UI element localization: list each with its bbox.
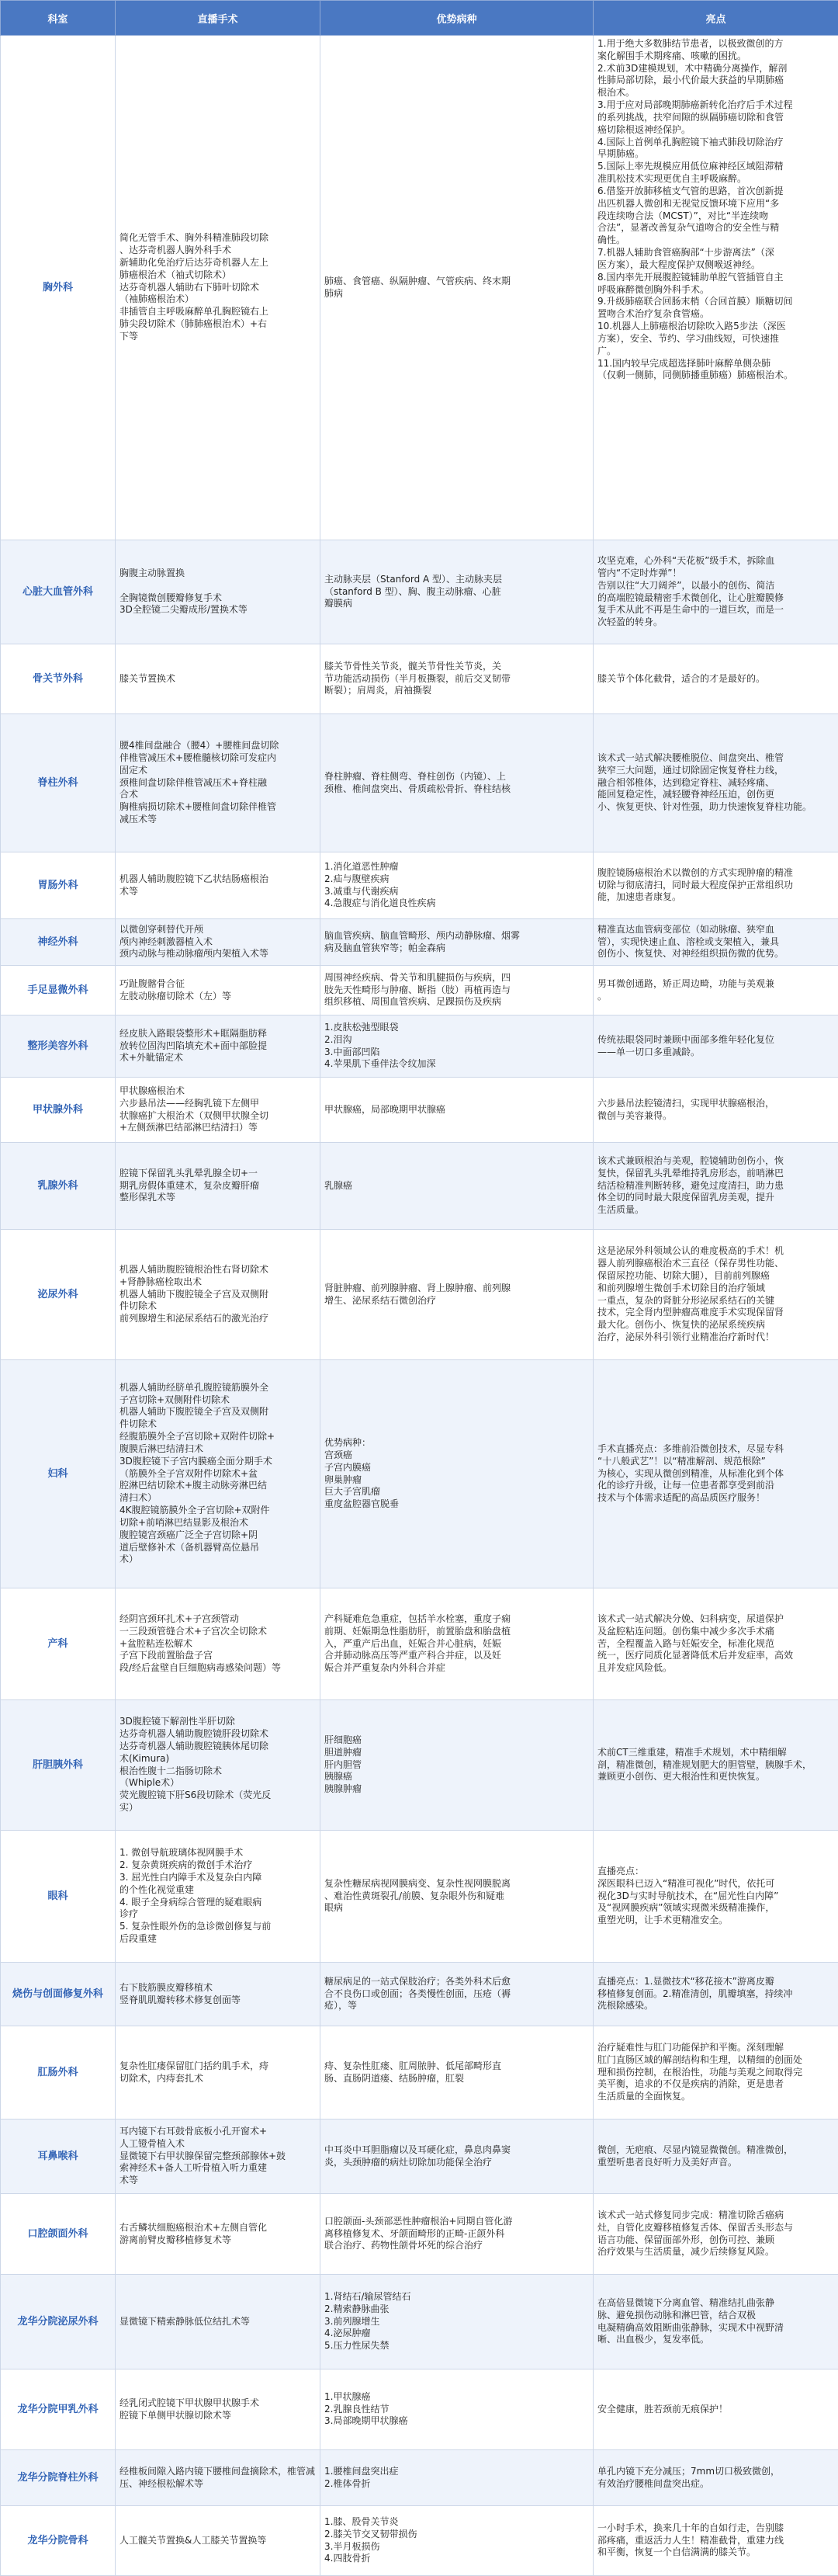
highlight-cell: 治疗疑难性与肛门功能保护和平衡。深刻理解 肛门直肠区域的解剖结构和生理，以精细的创面处 理和损伤控制，在根治性，功能与美观之间取得完 美平衡，追求的不仅是疾病的消除，更是患者 生活质量的全面恢复。 [594, 2026, 838, 2119]
dept-cell: 耳鼻喉科 [1, 2119, 116, 2194]
highlight-cell: 安全健康，胜若颈前无痕保护！ [594, 2369, 838, 2450]
table-header [1, 1, 838, 36]
disease-cell: 1.皮肤松弛型眼袋 2.泪沟 3.中面部凹陷 4.苹果肌下垂伴法令纹加深 [320, 1015, 594, 1078]
disease-cell: 甲状腺癌，局部晚期甲状腺癌 [320, 1078, 594, 1143]
dept-cell: 泌尿外科 [1, 1230, 116, 1360]
table-row [1, 2026, 838, 2119]
surgery-cell: 膝关节置换术 [116, 644, 320, 714]
table-row [1, 1700, 838, 1831]
dept-cell: 神经外科 [1, 919, 116, 966]
header-dept: 科室 [1, 1, 116, 36]
disease-cell: 1.膝、股骨关节炎 2.膝关节交叉韧带损伤 3.半月板损伤 4.四肢骨折 [320, 2506, 594, 2576]
table-row [1, 540, 838, 644]
surgery-cell: 人工髋关节置换&人工膝关节置换等 [116, 2506, 320, 2576]
disease-cell: 1.腰椎间盘突出症 2.椎体骨折 [320, 2450, 594, 2506]
surgery-cell: 经阴宫颈环扎术+子宫颈管动 一三段颈管缝合术+子宫次全切除术 +盆腔粘连松解术 子宫下段前置胎盘子宫 段/经后盆壁自巨细胞病毒感染问题）等 [116, 1588, 320, 1700]
table-row [1, 852, 838, 919]
highlight-cell: 1.用于绝大多数肺结节患者，以极致微创的方 案化解围手术期疼痛、咳嗽的困扰。 2.术前3D建模规划，术中精确分离操作，解剖 性肺局部切除，最小代价最大获益的早期肺癌 根治术。 3.用于应对局部晚期肺癌新转化治疗后手术过程 的系列挑战，扶窄间隙的纵隔肺癌切除和食管 癌切除根返神经保护。 4.国际上首例单孔胸腔镜下袖式肺段切除治疗 早期肺癌。 5.国际上率先规模应用低位麻神经区域阻滞精 准肌松技术实现更优自主呼吸麻醉。 6.借鉴开放肺移植支气管的思路，首次创新提 出匹机器人微创和无视觉反馈环境下应用“多 段连续吻合法（MCST）”，对比“半连续吻 合法”，显著改善复杂气道吻合的安全性与精 确性。 7.机器人辅助食管癌胸部“十步游离法”（深 医方案），最大程度保护双侧喉返神经。 8.国内率先开展腹腔镜辅助单腔气管插管自主 呼吸麻醉微创胸外科手术。 9.升级肺癌联合回肠末梢（合回首膜）顺糖切间 置吻合术治疗复杂食管癌。 10.机器人上肺癌根治切除吹入路5步法（深医 方案），安全、节约、学习曲线短，可快速推 广。 11.国内较早完成超选择肺叶麻醉单侧杂肺 （仅剩一侧肺，同侧肺播重肺癌）肺癌根治术。 [594, 36, 838, 540]
table-row [1, 1015, 838, 1078]
disease-cell: 脑血管疾病、脑血管畸形、颅内动静脉瘤、烟雾 病及脑血管狭窄等；帕金森病 [320, 919, 594, 966]
highlight-cell: 手术直播亮点：多维前沿微创技术，尽显专科 “十八般武艺”！以“精准解剖、规范根除” 为核心，实现从微创到精准，从标准化到个体 化的诊疗升级，让每一位患者都享受到前沿 技术与个体需求适配的高品质医疗服务！ [594, 1360, 838, 1588]
disease-cell: 脊柱肿瘤、脊柱侧弯、脊柱创伤（内镜）、上 颈椎、椎间盘突出、骨质疏松骨折、脊柱结核 [320, 714, 594, 852]
surgery-cell: 巧趾腹髂骨合征 左肢动脉瘤切除术（左）等 [116, 966, 320, 1015]
dept-cell: 乳腺外科 [1, 1143, 116, 1230]
table-row [1, 1360, 838, 1588]
surgery-cell: 胸腹主动脉置换 全胸镜微创腰瓣修复手术 3D全腔镜二尖瓣成形/置换术等 [116, 540, 320, 644]
header-disease: 优势病种 [320, 1, 594, 36]
highlight-cell: 微创，无疤痕、尽显内镜显微微创。精准微创， 重塑听患者良好听力及美好声音。 [594, 2119, 838, 2194]
table-row [1, 1230, 838, 1360]
dept-cell: 手足显微外科 [1, 966, 116, 1015]
header-highlight: 亮点 [594, 1, 838, 36]
surgery-cell: 机器人辅助腹腔镜根治性右肾切除术 +肾静脉癌栓取出术 机器人辅助下腹腔镜全子宫及双侧附 件切除术 前列腺增生和泌尿系结石的激光治疗 [116, 1230, 320, 1360]
highlight-cell: 男耳微创通路，矫正周边畸，功能与美观兼 。 [594, 966, 838, 1015]
highlight-cell: 传统祛眼袋同时兼顾中面部多维年轻化复位 ——单一切口多重减龄。 [594, 1015, 838, 1078]
disease-cell: 乳腺癌 [320, 1143, 594, 1230]
disease-cell: 产科疑难危急重症，包括羊水栓塞，重度子痫 前期、妊娠期急性脂肪肝，前置胎盘和胎盘植 入，严重产后出血，妊娠合并心脏病，妊娠 合并肺动脉高压等严重产科合并症，以及妊 娠合并严重复杂内外科合并症 [320, 1588, 594, 1700]
highlight-cell: 腹腔镜肠癌根治术以微创的方式实现肿瘤的精准 切除与彻底清扫，同时最大程度保护正常组织功 能，加速患者康复。 [594, 852, 838, 919]
highlight-cell: 这是泌尿外科领域公认的难度极高的手术！机 器人前列腺癌根治术三直径（保存男性功能、 保留尿控功能、切除大腿），目前前列腺癌 和前列腺增生微创手术切除目的治疗领域 一重点，复杂的肾脏分形泌尿系结石的关键 技术，完全肾内型肿瘤高难度手术实现保留肾 最大化。创伤小、恢复快的泌尿系统疾病 治疗，泌尿外科引领行业精准治疗新时代！ [594, 1230, 838, 1360]
dept-cell: 甲状腺外科 [1, 1078, 116, 1143]
disease-cell: 优势病种： 宫颈癌 子宫内膜癌 卵巢肿瘤 巨大子宫肌瘤 重度盆腔器官脱垂 [320, 1360, 594, 1588]
disease-cell: 复杂性糖尿病视网膜病变、复杂性视网膜脱离 、难治性黄斑裂孔/前膜、复杂眼外伤和疑难 眼病 [320, 1831, 594, 1963]
dept-cell: 口腔颌面外科 [1, 2194, 116, 2275]
dept-cell: 龙华分院甲乳外科 [1, 2369, 116, 2450]
table-row [1, 2119, 838, 2194]
dept-cell: 眼科 [1, 1831, 116, 1963]
table-row [1, 2194, 838, 2275]
highlight-cell: 该术式一站式修复同步完成：精准切除舌癌病 灶，自管化皮瓣移植修复舌体、保留舌头形态与 语言功能、保留面部外形，创伤可控、兼顾 治疗效果与生活质量，减少后续修复风险。 [594, 2194, 838, 2275]
surgery-cell: 甲状腺癌根治术 六步悬吊法——经胸乳镜下左侧甲 状腺癌扩大根治术（双侧甲状腺全切 +左侧颈淋巴结部淋巴结清扫）等 [116, 1078, 320, 1143]
disease-cell: 肺癌、食管癌、纵隔肿瘤、气管疾病、终末期 肺病 [320, 36, 594, 540]
disease-cell: 口腔颌面-头颈部恶性肿瘤根治+同期自管化游 离移植修复术、牙颌面畸形的正畸-正颌外科 联合治疗、药物性颌骨坏死的综合治疗 [320, 2194, 594, 2275]
table-row [1, 2369, 838, 2450]
disease-cell: 肾脏肿瘤、前列腺肿瘤、肾上腺肿瘤、前列腺 增生、泌尿系结石微创治疗 [320, 1230, 594, 1360]
table-row [1, 1143, 838, 1230]
disease-cell: 1.肾结石/输尿管结石 2.精索静脉曲张 3.前列腺增生 4.泌尿肿瘤 5.压力性尿失禁 [320, 2275, 594, 2369]
surgery-cell: 显微镜下精索静脉低位结扎术等 [116, 2275, 320, 2369]
highlight-cell: 单孔内镜下充分减压；7mm切口极致微创， 有效治疗腰椎间盘突出症。 [594, 2450, 838, 2506]
dept-cell: 骨关节外科 [1, 644, 116, 714]
surgery-cell: 腔镜下保留乳头乳晕乳腺全切+一 期乳房假体重建术，复杂皮瓣肝瘤 整形保乳术等 [116, 1143, 320, 1230]
surgery-cell: 3D腹腔镜下解剖性半肝切除 达芬奇机器人辅助腹腔镜肝段切除术 达芬奇机器人辅助腹腔镜胰体尾切除 术(Kimura) 根治性腹十二指肠切除术 （Whiple术） 荧光腹腔镜下肝S6段切除术（荧光反 实） [116, 1700, 320, 1831]
table-row [1, 1963, 838, 2026]
disease-cell: 1.消化道恶性肿瘤 2.疝与腹壁疾病 3.减重与代谢疾病 4.急腹症与消化道良性疾病 [320, 852, 594, 919]
surgery-cell: 经皮肤入路眼袋整形术+眶隔脂肪释 放转位固沟凹陷填充术+面中部脸提 术+外眦锚定术 [116, 1015, 320, 1078]
dept-cell: 龙华分院骨科 [1, 2506, 116, 2576]
disease-cell: 1.甲状腺癌 2.乳腺良性结节 3.局部晚期甲状腺癌 [320, 2369, 594, 2450]
table-row [1, 714, 838, 852]
disease-cell: 主动脉夹层（Stanford A 型）、主动脉夹层 （stanford B 型）、胸、腹主动脉瘤、心脏 瓣膜病 [320, 540, 594, 644]
surgery-cell: 以微创穿刺替代开颅 颅内神经刺激器植入术 颈内动脉与椎动脉瘤颅内架植入术等 [116, 919, 320, 966]
highlight-cell: 一小时手术，换来几十年的自如行走，告别膝 部疼痛，重返活力人生！精准截骨，重建力线 和平衡，恢复一个自信满满的膝关节。 [594, 2506, 838, 2576]
highlight-cell: 直播亮点： 深医眼科已迈入“精准可视化”时代，依托可 视化3D与实时导航技术，在“屈光性白内障” 及“视网膜疾病”领域实现微米级精准操作， 重塑光明，让手术更精准安全。 [594, 1831, 838, 1963]
surgery-cell: 简化无管手术、胸外科精准肺段切除 、达芬奇机器人胸外科手术 新辅助化免治疗后达芬奇机器人左上 肺癌根治术（袖式切除术） 达芬奇机器人辅助右下肺叶切除术 （袖肺癌根治术） 非插管自主呼吸麻醉单孔胸腔镜右上 肺尖段切除术（肺肺癌根治术）+右 下等 [116, 36, 320, 540]
disease-cell: 痔、复杂性肛瘘、肛周脓肿、低尾部畸形直 肠、直肠阴道瘘、结肠肿瘤，肛裂 [320, 2026, 594, 2119]
highlight-cell: 该术式一站式解决腰椎脱位、间盘突出、椎管 狭窄三大问题，通过切除固定恢复脊柱力线， 融合相邻椎体，达到稳定脊柱、减轻疼痛、 能回复稳定性，减轻腰脊神经压迫，创伤更 小、恢复更快、针对性强，助力快速恢复脊柱功能。 [594, 714, 838, 852]
highlight-cell: 膝关节个体化截骨，适合的才是最好的。 [594, 644, 838, 714]
surgery-cell: 腰4椎间盘融合（腰4）+腰椎间盘切除 伴椎管减压术+腰椎髓核切除可发症内 固定术 颈椎间盘切除伴椎管减压术+脊柱融 合术 胸椎病损切除术+腰椎间盘切除伴椎管 减压术等 [116, 714, 320, 852]
disease-cell: 糖尿病足的一站式保肢治疗；各类外科术后愈 合不良伤口或创面；各类慢性创面，压疮（褥 疮），等 [320, 1963, 594, 2026]
table-row [1, 2506, 838, 2576]
table-row [1, 919, 838, 966]
highlight-cell: 直播亮点：1.显微技术“移花接木”游离皮瓣 移植修复创面。2.精准清创，肌瓣填塞，持续冲 洗根除感染。 [594, 1963, 838, 2026]
dept-cell: 产科 [1, 1588, 116, 1700]
surgery-cell: 右舌鳞状细胞癌根治术+左侧自管化 游离前臂皮瓣移植修复术等 [116, 2194, 320, 2275]
table-row [1, 1831, 838, 1963]
highlight-cell: 术前CT三维重建，精准手术规划，术中精细解 剖，精准微创，精准规划肥大的胆管壁，胰腺手术， 兼顾更小创伤、更大根治性和更快恢复。 [594, 1700, 838, 1831]
surgery-cell: 耳内镜下右耳鼓骨底板小孔开窗术+ 人工镫骨植入术 显微镜下右甲状腺保留完整颈部腺体+鼓 索神经术+备人工听骨植入听力重建 术等 [116, 2119, 320, 2194]
dept-cell: 胃肠外科 [1, 852, 116, 919]
dept-cell: 肛肠外科 [1, 2026, 116, 2119]
dept-cell: 肝胆胰外科 [1, 1700, 116, 1831]
table-row [1, 966, 838, 1015]
dept-cell: 整形美容外科 [1, 1015, 116, 1078]
surgery-cell: 经椎板间隙入路内镜下腰椎间盘摘除术，椎管减压、神经根松解术等 [116, 2450, 320, 2506]
disease-cell: 肝细胞癌 胆道肿瘤 肝内胆管 胰腺癌 胰腺肿瘤 [320, 1700, 594, 1831]
disease-cell: 膝关节骨性关节炎，髋关节骨性关节炎，关 节功能活动损伤（半月板撕裂，前后交叉韧带 断裂）；肩周炎，肩袖撕裂 [320, 644, 594, 714]
surgery-cell: 复杂性肛瘘保留肛门括约肌手术，痔 切除术，内痔套扎术 [116, 2026, 320, 2119]
dept-cell: 胸外科 [1, 36, 116, 540]
dept-cell: 脊柱外科 [1, 714, 116, 852]
table-row [1, 1078, 838, 1143]
surgery-cell: 1. 微创导航玻璃体视网膜手术 2. 复杂黄斑疾病的微创手术治疗 3. 屈光性白内障手术及复杂白内障 的个性化视觉重建 4. 眼子全身病综合管理的疑难眼病 诊疗 5. 复杂性眼外伤的急诊微创修复与前 后段重建 [116, 1831, 320, 1963]
dept-cell: 烧伤与创面修复外科 [1, 1963, 116, 2026]
table-row [1, 2275, 838, 2369]
table-row [1, 2450, 838, 2506]
disease-cell: 中耳炎中耳胆脂瘤以及耳硬化症，鼻息肉鼻窦 炎，头颈肿瘤的病灶切除加功能保全治疗 [320, 2119, 594, 2194]
dept-cell: 妇科 [1, 1360, 116, 1588]
surgery-cell: 经乳闭式腔镜下甲状腺甲状腺手术 腔镜下单侧甲状腺切除术等 [116, 2369, 320, 2450]
highlight-cell: 精准直达血管病变部位（如动脉瘤、狭窄血 管），实现快速止血、溶栓或支架植入，兼具 创伤小、恢复快、对神经组织损伤微的优势。 [594, 919, 838, 966]
surgery-cell: 机器人辅助腹腔镜下乙状结肠癌根治 术等 [116, 852, 320, 919]
dept-cell: 龙华分院泌尿外科 [1, 2275, 116, 2369]
highlight-cell: 六步悬吊法腔镜清扫，实现甲状腺癌根治， 微创与美容兼得。 [594, 1078, 838, 1143]
header-surgery: 直播手术 [116, 1, 320, 36]
surgery-cell: 右下肢筋膜皮瓣移植术 竖脊肌肌瓣转移术修复创面等 [116, 1963, 320, 2026]
highlight-cell: 该术式兼顾根治与美观，腔镜辅助创伤小，恢 复快，保留乳头乳晕维持乳房形态，前哨淋巴 结活检精准判断转移，避免过度清扫，助力患 体全切的同时最大限度保留乳房美观，提升 生活质量。 [594, 1143, 838, 1230]
table-row [1, 1588, 838, 1700]
highlight-cell: 该术式一站式解决分娩、妇科病变，尿道保护 及盆腔粘连问题。创伤集中减少多次手术痛 苦，全程覆盖入路与妊娠安全，标准化规范 统一，医疗同质化显著降低术后并发症率，高效 且并发症风险低。 [594, 1588, 838, 1700]
table-row [1, 36, 838, 540]
dept-cell: 龙华分院脊柱外科 [1, 2450, 116, 2506]
highlight-cell: 攻坚克难，心外科“天花板”级手术，拆除血 管内“不定时炸弹”！ 告别以往“大刀阔斧”，以最小的创伤、简洁 的高端腔镜最精密手术微创化，让心脏瓣膜修 复手术从此不再是生命中的一道巨坎，而是一 次轻盈的转身。 [594, 540, 838, 644]
table-row [1, 644, 838, 714]
disease-cell: 周围神经疾病、骨关节和肌腱损伤与疾病，四 肢先天性畸形与肿瘤、断指（肢）再植再造与 组织移植、周围血管疾病、足踝损伤及疾病 [320, 966, 594, 1015]
surgery-cell: 机器人辅助经脐单孔腹腔镜筋膜外全 子宫切除+双侧附件切除术 机器人辅助下腹腔镜全子宫及双侧附 件切除术 经腹筋膜外全子宫切除+双附件切除+ 腹膜后淋巴结清扫术 3D腹腔镜下子宫内膜癌全面分期手术 （筋膜外全子宫双附件切除术+盆 腔淋巴结切除术+腹主动脉旁淋巴结 清扫术） 4K腹腔镜筋膜外全子宫切除+双附件 切除+前哨淋巴结显影及根治术 腹腔镜宫颈癌广泛全子宫切除+阴 道后壁修补术（备机器臂高位悬吊 术） [116, 1360, 320, 1588]
dept-cell: 心脏大血管外科 [1, 540, 116, 644]
highlight-cell: 在高倍显微镜下分离血管、精准结扎曲张静 脉、避免损伤动脉和淋巴管，结合双极 电凝精确高效阻断曲张静脉，实现术中视野清 晰、出血极少，复发率低。 [594, 2275, 838, 2369]
